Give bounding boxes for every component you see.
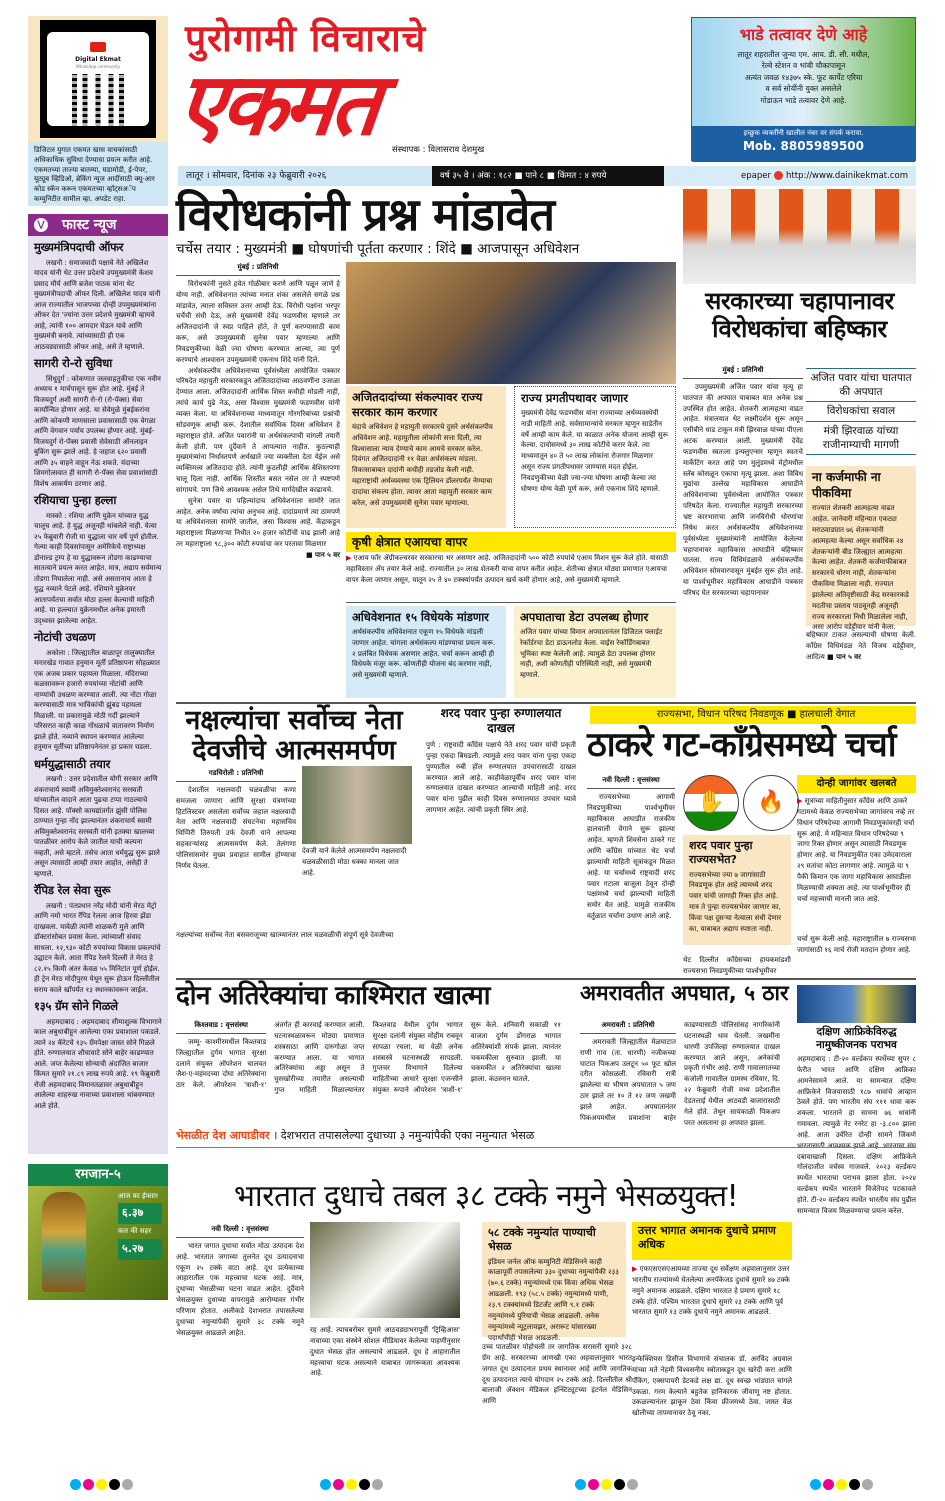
fast-news-item[interactable] — [28, 879, 168, 995]
sehri-time: ५.२७ — [118, 1239, 162, 1260]
side-body: सूत्रांच्या माहितीनुसार काँग्रेस आणि ठाकरे गटामध्ये केवळ राज्यसभेच्या जागांवरच नव्हे तर विधान परिषदेच्या आगामी निवडणुकांवरही चर्चा सुरू आहे. मे महिन्यात विधान परिषदेच्या ९ जागा रिक्त होणार असून त्यासाठी निवडणूक होणार आहे. या निवडणुकीत एका उमेदवाराला २९ मतांचा कोटा लागणार आहे. त्यामुळे या ९ पैकी किमान एक जागा महाविकास आघाडीला मिळण्याची शक्यता आहे. त्या पार्श्वभूमीवर ही चर्चा महत्त्वाची मानली जात आहे. — [797, 797, 915, 903]
ad-line: गोडाऊन भाडे तत्वावर देणे आहे. — [760, 96, 847, 106]
masthead-logo[interactable]: एकमत — [172, 55, 382, 155]
torch-icon: 🔥 — [743, 775, 799, 831]
fast-news-item-title: धर्मयुद्धासाठी तयार — [34, 756, 111, 771]
party-logos — [683, 775, 807, 833]
amravati-body — [580, 1020, 780, 1128]
fast-news-item[interactable] — [28, 236, 168, 352]
congress-byline: नवी दिल्ली : वृत्तसंस्था — [587, 775, 675, 789]
congress-headline[interactable]: ठाकरे गट-काँग्रेसमध्ये चर्चा — [587, 725, 896, 765]
milk-byline: नवी दिल्ली : वृत्तसंस्था — [176, 1224, 304, 1238]
naxal-headline[interactable]: नक्षल्यांचा सर्वोच्च नेता देवजीचे आत्मसमर्पण — [185, 705, 403, 767]
issue-info: वर्ष ३५ वे । अंक : १८२ ■ पाने ८ ■ किंमत : ४ रुपये — [432, 166, 664, 186]
fast-news-item-title: १३५ ग्रॅम सोने गिळले — [34, 999, 118, 1014]
box-text: अजित पवार यांच्या विमान अपघातानंतर डिजिटल फ्लाईट रेकॉर्डरचा डेटा डाऊनलोड केला. वाईस रेकॉर्डिंगबाबत भूमिका स्पष्ट केलेली आहे. त्यामुळे डेटा उपलब्ध होणार नाही, अशी कोणतीही परिस्थिती नाही, असे मुख्यमंत्री म्हणाले. — [520, 627, 663, 680]
side-tail: चर्चा सुरू केली आहे. महाराष्ट्रातील ७ राज्यसभा जागांसाठी १६ मार्च रोजी मतदान होणार आहे. — [797, 935, 916, 954]
congress-box-tail: थेट दिल्लीत काँग्रेसच्या हायकमांडशी राज्यसभा निवडणुकीच्या पार्श्वभूमीवर — [683, 956, 791, 975]
epaper-label: epaper — [741, 171, 772, 181]
kicker-separator: । — [273, 1129, 278, 1142]
milk-water-box — [482, 1222, 626, 1342]
lead-body — [176, 262, 340, 561]
side-text — [797, 796, 916, 904]
fast-news-item-title: नोटांची उधळण — [34, 630, 96, 645]
fast-news-item[interactable] — [28, 626, 168, 753]
dateline: लातूर । सोमवार, दिनांक २३ फेब्रुवारी २०२६ — [178, 166, 500, 186]
naxal-text-2: नक्षल्यांच्या सर्वोच्च नेता बसवराजूच्या खात्म्यानंतर लाल चळवळीची संपूर्ण सूत्रे देवजीच्या — [176, 931, 394, 939]
epaper-url[interactable]: http://www.dainikekmat.com — [786, 171, 908, 181]
congress-hand-icon: ✋ — [683, 775, 739, 831]
fast-news-item-title: रॅपिड रेल सेवा सुरू — [34, 883, 111, 898]
sharad-text: पुणे : राष्ट्रवादी काँग्रेस पक्षाचे नेते शरद पवार यांची प्रकृती पुन्हा एकदा बिघडली. त्यामुळे शरद पवार यांना पुन्हा एकदा पुण्यातील रुबी हॉल रुग्णालयात उपचारासाठी दाखल करण्यात आले आहे. काहीवेळापूर्वीच शरद पवार यांना रुग्णालयात दाखल करण्यात आल्याची माहिती आहे. शरद पवार यांना पुढील काही दिवस रुग्णालयात उपचार घ्यावे लागणार आहेत. त्यांची प्रकृती स्थिर आहे. — [426, 741, 576, 815]
lead-byline: मुंबई : प्रतिनिधी — [176, 262, 340, 276]
boycott-continued[interactable]: ■ पान ५ वर — [827, 652, 862, 661]
registration-marks — [320, 1479, 383, 1490]
kashmir-headline[interactable]: दोन अतिरेक्यांचा काश्मिरात खात्मा — [176, 981, 490, 1011]
amravati-headline[interactable]: अमरावतीत अपघात, ५ ठार — [580, 981, 789, 1005]
ad-mobile[interactable]: Mob. 8805989500 — [742, 139, 864, 154]
side-title: दोन्ही जागांवर खलबते — [797, 775, 916, 793]
qr-promo — [28, 16, 168, 142]
boycott-body — [683, 365, 803, 599]
boycott-tail-text: बहिष्कार टाकत असल्याची घोषणा केली. काँग्रेस विधिमंडळ नेते विजय वडेट्टीवार, आदित्य — [806, 631, 916, 661]
milk-kicker — [176, 1129, 916, 1148]
amravati-text: अमरावती जिल्ह्यातील मेळघाटात राणी गाव (ता. धारणी) नजीकच्या घाटात पिकअप उलटून ५० फूट खोल दरीत कोसळली. रविवारी रात्री झालेल्या या भीषण अपघातात ५ जण ठार झाले तर १० ते १२ जण जखमी झाले आहेत. अपघातानंतर पिकअपमधील प्रवाशांना बाहेर काढण्यासाठी पोलिसांसह नागरिकांनी घटनास्थळी धाव घेतली. जखमींना धारणी उपजिल्हा रुग्णालयात दाखल करण्यात आले असून, अनेकांची प्रकृती गंभीर आहे. राणी गावालगतच्या कंजोली गावातील ग्रामस्थ रविवार, दि. २२ फेब्रुवारी रोजी मध्य प्रदेशातील देडतलाई येथील आठवडी बाजारासाठी गेले होते. तेथून सायंकाळी पिकअप परत असताना हा अपघात झाला. — [580, 1021, 780, 1127]
ad-title: भाडे तत्वावर देणे आहे — [739, 25, 868, 44]
lead-box-shinde — [514, 386, 676, 528]
registration-marks — [810, 1479, 873, 1490]
lead-headline[interactable]: विरोधकांनी प्रश्न मांडावेत — [176, 188, 554, 241]
ekmat-mini-logo — [90, 42, 106, 52]
fast-news-panel — [28, 214, 168, 1154]
kicker-text: देशभरात तपासलेल्या दुधाच्या ३ नमुन्यांपैकी एका नमुन्यात भेसळ — [280, 1129, 535, 1142]
box-text: इंडियन जर्नल ऑफ कम्युनिटी मेडिसिनने काही काळापूर्वी तपासलेल्या ३३० दुधाच्या नमुन्यांपैकी २३३ (७०.६ टक्के) नमुन्यांमध्ये एक किंवा अधिक भेसळ आढळली. १९३ (५८.५ टक्के) नमुन्यांमध्ये पाणी, २३.९ टक्क्यांमध्ये डिटर्जंट आणि ९.१ टक्के नमुन्यांमध्ये युरियाची भेसळ आढळली. अनेक नमुन्यांमध्ये न्यूट्रलायझर, अरारूट यांसारख्या पदार्थांचीही भेसळ आढळली. — [488, 1257, 619, 1342]
milk-body — [176, 1224, 304, 1338]
fast-news-item[interactable] — [28, 995, 168, 1111]
boycott-headline[interactable]: सरकारच्या चहापानावर विरोधकांचा बहिष्कार — [705, 287, 894, 343]
promo-text: डिजिटल युगात एकमत खास वाचकांसाठी अधिकाधिक सुविधा देण्याचा प्रयत्न करीत आहे. एकमतच्या ताज्या बातम्या, घडामोडी, ई-पेपर, यूट्यूब व्हिडिओ, ब्रेकिंग न्यूज आदींसाठी क्यू-आर कोड स्कॅन करून एकमतच्या व्हॉट्सअॅप कम्युनिटीत सामील व्हा. अपडेट राहा. — [28, 142, 168, 206]
box-text: अर्थसंकल्पीय अधिवेशनात एकूण १५ विधेयके मांडली जाणार आहेत. चांगला अर्थसंकल्प मांडण्याचा प्रयत्न करू. २ प्रलंबित विधेयक असणार आहेत. चर्चा करून आम्ही ही विधेयके मंजूर करू. कोणतीही योजना बंद करणार नाही, असे मुख्यमंत्री म्हणाले. — [352, 627, 496, 680]
naxal-caption: देवजी याने केलेले आत्मसमर्पण नक्षलवादी चळवळीसाठी मोठा धक्का मानला जात आहे. — [302, 847, 407, 877]
lead-box-sunetra — [346, 386, 506, 528]
registration-marks — [70, 1479, 133, 1490]
lead-continued[interactable]: ■ पान ५ वर — [306, 550, 340, 559]
press-conference-photo — [683, 189, 916, 284]
masthead-tagline: पुरोगामी विचाराचे — [185, 17, 427, 60]
fast-news-header — [28, 214, 168, 236]
arrow-right-icon: ▶ — [797, 797, 805, 805]
box-text: राज्यसभेच्या ज्या ७ जागांसाठी निवडणूक होत आहे त्यामध्ये शरद पवार यांची जागाही रिक्त होत आहे. मात्र ते पुन्हा राज्यसभेवर जाणार का, किंवा पक्ष दुसऱ्या नेत्याला संधी देणार का, याबाबत अद्याप स्पष्टता नाही. — [689, 870, 782, 933]
boycott-tail — [806, 630, 916, 663]
lead-box-bills — [346, 606, 506, 698]
boycott-text: उपमुख्यमंत्री अजित पवार यांचा मृत्यू हा घातपात की अपघात याबाबत यात अनेक प्रश्न उपस्थित होत आहेत. शेतकरी आत्महत्या वाढत आहेत. मंत्रालयात थेट लक्ष्मीदर्शन सुरू असून एसीबीने धाड टाकून मंत्री झिरवाळ यांच्या पीएला अटक करण्यात आली. मुख्यमंत्री देवेंद्र फडणवीस स्वतःला इन्फ्लुएन्सर म्हणून स्वतःचे मार्केटिंग करत आहे पण मुलुंडमध्ये मेट्रोमधील स्लॅब कोसळून एकाचा मृत्यू झाला. अशा विविध मुद्यांचा उल्लेख महाविकास आघाडीने अधिवेशनाच्या पूर्वसंध्येला आयोजित पत्रकार परिषदेत केला. राज्यातील महायुती सरकारच्या भ्रष्ट कारभाराचा आणि जनविरोधी धोरणांचा निषेध करत अर्थसंकल्पीय अधिवेशनाच्या पूर्वसंध्येला मुख्यमंत्र्यांनी आयोजित केलेल्या चहापानावर महाविकास आघाडीने बहिष्कार घातला. राज्य विधिमंडळाचे अर्थसंकल्पीय अधिवेशन सोमवारपासून मुंबईत सुरू होत आहे. या पार्श्वभूमीवर महाविकास आघाडीने पत्रकार परिषद घेत सरकारच्या चहापानावर — [683, 382, 803, 597]
amravati-byline: अमरावती : प्रतिनिधी — [580, 1020, 676, 1034]
fast-news-title: फास्ट न्यूज — [62, 216, 117, 233]
congress-topic-bar: राज्यसभा, विधान परिषद निवडणूक ■ हालचाली वेगात — [590, 706, 916, 724]
milk-photo — [310, 1222, 460, 1318]
milk-text-3: उच्च पातळीवर पोहोचली तर जागतिक सरासरी सुमारे ३२८ ग्रॅम आहे. सरकारच्या आणखी एका अहवालानुसार भारत जगात दूध उत्पादनात प्रथम स्थानावर आहे आणि जागतिक दूध उत्पादनात त्याचे योगदान २५ टक्के आहे. दिल्लीतील श्री बालाजी ॲक्शन मेडिकल इन्स्टिट्यूटच्या इंटर्नल मेडिसिन आणि — [482, 1343, 632, 1406]
fast-news-item-text: अहमदाबाद : अहमदाबाद सीमाशुल्क विभागाने काल अबुधाबीहून आलेल्या एका प्रवाशाला पकडले. त्याने २४ कॅरेटचे १३५ ग्रॅमपेक्षा जास्त सोने गिळले होते. रुग्णालयात शौचावाटे सोने बाहेर काढण्यात आले. जप्त केलेल्या सोन्याची अंदाजित बाजार किंमत सुमारे २१.८९ लाख रुपये आहे. १९ फेब्रुवारी रोजी अहमदाबाद विमानतळावर अबुधाबीहून आलेल्या शाहरुख नावाच्या प्रवाशाला थांबवण्यात आले होते. — [34, 1017, 162, 1110]
classified-ad[interactable] — [691, 17, 916, 161]
fast-news-item-title: रशियाचा पुन्हा हल्ला — [34, 493, 117, 508]
registration-marks — [575, 1479, 638, 1490]
boycott-highlights — [806, 368, 916, 455]
ai-agri-text — [346, 553, 676, 586]
lead-photo — [346, 262, 676, 384]
arrow-right-icon: ▶ — [632, 1265, 640, 1273]
ad-line: रेल्वे स्टेशन व भांबी चौकापासून — [761, 61, 846, 71]
ad-contact: इच्छुक व्यक्तींनी खालील नंबर वर संपर्क करावा. — [743, 129, 864, 137]
cricket-photo — [797, 985, 916, 1023]
kashmir-body — [176, 1020, 561, 1096]
lead-paragraph: सुनेत्रा पवार या पहिल्यांदाच अधिवेशनाला सामोरे जात आहेत. अनेक वर्षांचा त्यांचा अनुभव आहे. दादांप्रमाणे त्या ठामपणे या अधिवेशनाला सामोरे जातील, असा विश्वास आहे. केंद्राकडून महाराष्ट्राला मिळणाऱ्या निधीत २० हजार कोटींची वाढ झाली आहे तर महाराष्ट्राला ९८,३०० कोटी रुपयांचा कर परतावा मिळणार — [176, 496, 340, 549]
box-title: अजितदादांच्या संकल्पावर राज्य सरकार काम करणार — [352, 390, 483, 419]
naxal-body — [176, 768, 296, 872]
ai-agri-body: एआय फॉर ॲग्रीकल्चरवर सरकारचा भर असणार आहे. अजितदादांनी ५०० कोटी रुपयांचे एआय मिशन सुरू केले होते. यासाठी महाविस्तार ॲप तयार केले आहे. राज्यातील ३० लाख शेतकरी याचा वापर करीत आहेत. शेतीच्या क्षेत्रात मोठ्या प्रमाणात एआयचा वापर केला जाणार असून, यातून २५ ते ४० टक्क्यांपर्यंत उत्पादन खर्च कमी होणार आहे, असे मुख्यमंत्री म्हणाले. — [346, 554, 669, 584]
sharad-headline[interactable]: शरद पवार पुन्हा रुग्णालयात दाखल — [440, 706, 562, 735]
founder-line: संस्थापक : विलासराव देशमुख — [392, 145, 485, 155]
fast-news-item-title: सागरी रो-रो सुविधा — [34, 356, 113, 371]
lead-paragraph: विरोधकांनी नुसते हवेत गोळीबार करणे आणि पळून जाणे हे योग्य नाही. अधिवेशनात त्यांच्या मनात शंका असलेले सगळे प्रश्न मांडावेत, त्याला सविस्तर उत्तर आम्ही देऊ. विरोधी पक्षांना भरपूर चर्चेची संधी देऊ, असे मुख्यमंत्री देवेंद्र फडणवीस म्हणाले तर अजितदादांनी जे स्वप्न पाहिले होते, ते पूर्ण करण्यासाठी काम करू, असे उपमुख्यमंत्री सुनेत्रा पवार म्हणाल्या आणि निवडणुकीच्या वेळी ज्या घोषणा करण्यात आल्या, त्या पूर्ण करण्याचे आश्वासन उपमुख्यमंत्री एकनाथ शिंदे यांनी दिले. — [176, 279, 340, 364]
qr-code-icon[interactable] — [72, 74, 124, 126]
cricket-text: अहमदाबाद : टी-२० वर्ल्डकप स्पर्धेच्या सुपर ८ फेरीत भारत आणि दक्षिण आफ्रिका आमनेसामने आले. या सामन्यात दक्षिण आफ्रिकेने विजयासाठी १८७ धावांचे आव्हान ठेवले होते. पण भारतीय संघ १११ धावा करू शकला. भारताने हा सामना ७६ धावांनी गमावला. त्यामुळे नेट रनरेट हा -३.८०० झाला आहे. आता उर्वरित दोन्ही सामने जिंकणे भारतासाठी आवश्यक झाले आहे. भारताचा संघ दबावाखाली दिसला. दक्षिण आफ्रिकेने गोलंदाजीत वर्चस्व गाजवले. २०२३ वर्ल्डकप स्पर्धेत भारताचा पराभव झाला होता. २०२४ वर्ल्डकप स्पर्धेत भारताने विजेतेपद पटकावले होते. टी-२० वर्ल्डकप स्पर्धेत भारतीय संघ पुढील सामन्यात विजय मिळवण्याचा प्रयत्न करेल. — [797, 1055, 916, 1215]
fast-news-item[interactable] — [28, 352, 168, 489]
box-text: राज्यात शेतकरी आत्महत्या वाढत आहेत. जानेवारी महिन्यात एकट्या मराठवाड्यात ७६ शेतकऱ्यांनी आत्महत्या केल्या असून सर्वाधिक २४ शेतकऱ्यांनी बीड जिल्ह्यात आत्महत्या केल्या आहेत. शेतकरी कर्जमाफीबाबत सरकारचे धोरण नाही, शेतकऱ्यांना पीकविमा मिळाला नाही. राज्यात झालेल्या अतिवृष्टीसाठी केंद्र सरकारकडे मदतीचा प्रस्ताव पाठवूनही अजूनही राज्य सरकारला निधी मिळालेला नाही, असा आरोप वडेट्टीवार यांनी केला. — [812, 504, 909, 632]
milk-north-text — [632, 1264, 792, 1318]
fast-news-item[interactable] — [28, 753, 168, 880]
highlight-item: विरोधकांचा सवाल — [806, 402, 916, 421]
ramzan-title: रमजान-५ — [28, 1164, 168, 1186]
fast-news-item-text: लखनौ : पंतप्रधान नरेंद्र मोदी यांनी मेरठ मेट्रो आणि नमो भारत रॅपिड रेलला आज हिरवा झेंडा दाखवला. यावेळी त्यांनी शाळकरी मुले आणि डॉक्टरांसोबत प्रवास केला. त्यांच्याशी संवाद साधला. १२,९३० कोटी रुपयांच्या विकास प्रकल्पांचे उद्घाटन केले. आता रॅपिड रेलने दिल्ली ते मेरठ हे ८२.१५ किमी अंतर केवळ ५५ मिनिटांत पूर्ण होईल. ही ट्रेन मेरठ मोदीपुरम येथून सुरू होऊन दिल्लीतील सराय काले खाँपर्यंत १३ स्थानकांवरून जाईल. — [34, 901, 161, 994]
epaper-link[interactable] — [664, 166, 916, 186]
fast-news-item[interactable] — [28, 489, 168, 626]
naxal-byline: गडचिरोली : प्रतिनिधी — [176, 768, 296, 782]
arrow-right-icon: ▶ — [346, 554, 354, 562]
fast-news-item-text: लखनौ : उत्तर प्रदेशातील योगी सरकार आणि शंकराचार्य स्वामी अविमुक्तेश्वरानंद सरस्वती यांच्यातील वादाने आता पुढचा टप्पा गाठल्याचे दिसत आहे. पॉक्सो कायद्यांतर्गत झुंसी पोलिस ठाण्यात गुन्हा नोंद झाल्यानंतर शंकराचार्य स्वामी अविमुक्तेश्वरानंद सरस्वती यांनी इतक्या खालच्या पातळीवर आरोप केले जातील याची कल्पना नव्हती, असे म्हटले. तसेच आता धर्मयुद्ध सुरू झाले असून त्यासाठी आम्ही तयार आहोत, असेही ते म्हणाले. — [34, 775, 160, 878]
highlight-item: मंत्री झिरवाळ यांच्या राजीनाम्याची मागणी — [806, 422, 916, 455]
ad-line: व सर्व सोयींनी युक्त असलेले — [765, 84, 842, 94]
congress-body — [587, 775, 675, 922]
left-column — [28, 16, 168, 1300]
ad-line: अत्यंत जवळ १४३७५ स्के. फूट कार्पेट एरिया — [744, 72, 863, 82]
box-title: ५८ टक्के नमुन्यांत पाण्याची भेसळ — [488, 1226, 596, 1254]
ai-agri-title: कृषी क्षेत्रात एआयचा वापर — [346, 532, 676, 552]
fast-news-item-text: मास्को : रशिया आणि युक्रेन यांच्यात युद्ध चालूच आहे. हे युद्ध अजूनही थांबलेले नाही. येत्या २५ फेब्रुवारी रोजी या युद्धाला चार वर्षे पूर्ण होतील. गेल्या काही दिवसांपासून अमेरिकेचे राष्ट्राध्यक्ष डोनाल्ड ट्रम्प हे या युद्धावरून तोडगा काढण्याचा सातत्याने प्रयत्न करत आहेत. मात्र, अद्याप सर्वमान्य तोडगा निघालेला नाही. असे असतानाच आता हे युद्ध नव्याने पेटले आहे. रशियाने युक्रेनवर आतापर्यंतचा सर्वात मोठा हल्ला केल्याची माहिती आहे. या हल्ल्यात युक्रेनमधील अनेक इमारती उद्ध्वस्त झालेल्या आहेत. — [34, 511, 162, 625]
lead-paragraph: अर्थसंकल्पीय अधिवेशनाच्या पूर्वसंध्येला आयोजित पत्रकार परिषदेत महायुती सरकारकडून अजितदादांच्या आठवणींना उजाळा देण्यात आला. अजितदादांनी आर्थिक शिस्त कधीही मोडली नाही, त्यांचे कार्य पुढे नेऊ, असा विश्वास मुख्यमंत्री फडणवीस यांनी व्यक्त केला. या अधिवेशनाच्या माध्यमातून गोरगरिबांच्या प्रश्नांची सोडवणूक आम्ही करू. देशातील सर्वाधिक दिवस अधिवेशन हे महाराष्ट्रात होते. अजित पवारांनी या अर्थसंकल्पाची चांगली तयारी केली होती. पण दुर्दैवाने ते आपल्यात नाहीत. कुठल्याही मुख्यमंत्र्यांना निर्धास्तपणे अर्थखाते ज्या व्यक्तीला देता येईल असे व्यक्तिमत्त्व अजितदादा होते. त्यांनी कुठलीही आर्थिक बेशिस्तपणा चालू दिला नाही. आर्थिक शिस्तीत बसत नसेल तर ते स्पष्टपणे सांगायचे. पण जिथे आवश्यक असेल तिथे मार्गदेखील काढायचे. — [176, 366, 340, 494]
lead-subhead: चर्चेस तयार : मुख्यमंत्री ■ घोषणांची पूर्तता करणार : शिंदे ■ आजपासून अधिवेशन — [176, 241, 580, 257]
ramzan-box — [28, 1164, 168, 1300]
kashmir-byline: किश्तवाड : वृत्तसंस्था — [176, 1020, 266, 1034]
kashmir-text: जम्मू- काश्मीरमधील किश्तवाड जिल्ह्यातील दुर्गम भागात सुरक्षा दलाने संयुक्त ऑपरेशन चालवत जैश-ए-महंमदच्या दोघा अतिरेक्यांना ठार केले. ऑपरेशन 'त्राशी-१' अंतर्गत ही कारवाई करण्यात आली. घटनास्थळावरून मोठ्या प्रमाणात शस्त्रसाठा आणि दारुगोळा जप्त करण्यात आला. या भागात अतिरेक्यांचा अड्डा असून ते घुसखोरीच्या तयारीत असल्याची गुप्त माहिती मिळाल्यानंतर किश्तवाड येथील दुर्गम भागात सुरक्षा दलांनी संयुक्त मोहीम राबवून सापळा रचला. या वेळी अनेक शस्त्रास्त्रे घटनास्थळी सापडली. गुप्तचर विभागाने दिलेल्या माहितीच्या आधारे सुरक्षा एजन्सीने संयुक्त रूपाने ऑपरेशन 'त्राशी-१' सुरू केले. शनिवारी सकाळी ११ वाजता दुर्गम डोंगराळ भागात अतिरेक्यांशी संपर्क झाला. त्यानंतर चकमकीला सुरुवात झाली. या चकमकीत २ अतिरेक्यांचा खात्मा झाला. कंठस्नान घातले. — [176, 1021, 561, 1095]
box-text: यंदाचे अधिवेशन हे महायुती सरकारचे दुसरे अर्थसंकल्पीय अधिवेशन आहे. महायुतीला लोकांनी सत्ता दिली, त्या विश्वासाला न्याय देण्याचे काम आमचे सरकार करेल. दिवंगत अजितदादांनी ११ वेळा अर्थसंकल्प मांडला. विकासाबाबत दादांनी कधीही तडजोड केली नाही. महाराष्ट्राची अर्थव्यवस्था एक ट्रिलियन डॉलरपर्यंत नेण्याचा दादांचा संकल्प होता. त्यावर आता महायुती सरकार काम करेल, असे उपमुख्यमंत्री सुनेत्रा पवार म्हणाल्या. — [352, 422, 493, 507]
boycott-byline: मुंबई : प्रतिनिधी — [683, 365, 803, 379]
milk-text-4: इन्फेक्शियस डिसीज विभागाचे संचालक डॉ. अरविंद अग्रवाल यांच्या मते नेहमी विश्वसनीय स्त्रोताकडून दूध खरेदी करा आणि पॅकिंग, एक्सपायरी डेटकडे लक्ष द्या. दूध स्वच्छ भांड्यात चांगले उकळा. गरम केल्याने बहुतेक हानिकारक जीवाणू नष्ट होतात. उकळल्यानंतर झाकून ठेवा किंवा फ्रीजमध्ये ठेवा. जास्त वेळ खोलीच्या तापमानावर ठेवू नका. — [632, 1355, 792, 1418]
cricket-headline[interactable]: दक्षिण आफ्रिकेविरुद्ध नामुष्कीजनक पराभव — [816, 1026, 897, 1052]
milk-headline[interactable]: भारतात दुधाचे तबल ३८ टक्के नमुने भेसळयुक्त! — [233, 1179, 739, 1214]
lead-box-data — [514, 606, 676, 698]
sehri-label: कल की सहर — [118, 1227, 152, 1236]
chevron-down-icon: ⋁ — [34, 218, 48, 232]
box-title: अधिवेशनात १५ विधेयके मांडणार — [352, 610, 489, 624]
box-title: राज्य प्रगतीपथावर जाणार — [521, 391, 628, 405]
naxal-photo — [302, 766, 412, 844]
box-text: मुख्यमंत्री देवेंद्र फडणवीस यांना राज्याच्या अर्थव्यवस्थेची नाडी माहिती आहे. सर्वसामान्यांचे सरकार म्हणून साडेतीन वर्षे आम्ही काम केले. या काळात अनेक योजना आम्ही सुरू केल्या. दावोसमध्ये ३० लाख कोटींचे करार केले. त्या माध्यमातून ४० ते ५० लाख लोकांना रोजगार मिळणार असून राज्य प्रगतीपथावर जाण्यास मदत होईल. निवडणुकीच्या वेळी ज्या-ज्या घोषणा आम्ही केल्या त्या घोषणा योग्य वेळी पूर्ण करू, असे एकनाथ शिंदे म्हणाले. — [521, 408, 669, 493]
milk-north-title: उत्तर भागात अमानक दुधाचे प्रमाण अधिक — [632, 1222, 792, 1260]
naxal-text: देशातील नक्षलवादी चळवळीचा कणा समजला जाणारा आणि सुरक्षा यंत्रणांच्या हिटलिस्टवर असलेला सर्वोच्च जहाल नक्षलवादी नेता आणि नक्षलवादी संघटनेचा महासचिव थिप्पिरी तिरुपती उर्फ देवजी याने आपल्या सहकाऱ्यांसह आत्मसमर्पण केले. तेलंगणा पोलिसांसमोर मुख्य प्रवाहात सामील होण्याचा निर्णय घेतला. — [176, 785, 296, 870]
congress-text: राज्यसभेच्या आगामी निवडणुकीच्या पार्श्वभूमीवर महाविकास आघाडीत राजकीय हालचाली वेगाने सुरू झाल्या आहेत. म्हणजे शिवसेना ठाकरे गट आणि काँग्रेस यांच्यात थेट चर्चा झाल्याची माहिती सूत्रांकडून मिळत आहे. या चर्चामध्ये राष्ट्रवादी शरद पवार गटाला बाजूला ठेवून दोन्ही पक्षांमध्ये चर्चा झाल्याची माहिती समोर येत आहे. यामुळे राजकीय वर्तुळात चर्चांना उधाण आले आहे. — [587, 792, 675, 921]
ad-line: लातूर शहरातील जुन्या एम. आय. डी. सी. मधील, — [737, 49, 870, 59]
fast-news-item-text: सिंधुदुर्ग : कोकणात जलवाहतुकीचा एक नवीन अध्याय १ मार्चपासून सुरू होत आहे. मुंबई ते विजयदुर्ग अशी सागरी रो-रो (रो-पॅक्स) सेवा कार्यान्वित होणार आहे. या सेवेमुळे मुंबईकरांना आणि कोकणी माणसाला प्रवासासाठी एक वेगळा आणि वेगवान पर्याय उपलब्ध होणार आहे. मुंबई-विजयदुर्ग रो-पॅक्स प्रवासी सेवेसाठी ऑनलाइन बुकिंग सुरू झाले आहे. हे जहाज ६२० प्रवासी आणि ३५ वाहने वाहून नेऊ शकते. यंदाच्या शिमगोत्सवात ही सागरी रो-पॅक्स सेवा प्रवाशांसाठी विशेष आकर्षण ठरणार आहे. — [34, 374, 161, 488]
lantern-icon — [42, 1192, 86, 1292]
fast-news-item-text: अकोला : जिल्ह्यातील बाळापूर तालुक्यातील मनारखेड गावात हनुमान मूर्ती प्रतिष्ठापना सोहळ्यात एक अजब प्रकार पहायला मिळाला. मंदिराच्या कळसावरून हजारो रुपयांच्या नोटांची आणि नाण्यांची उधळण करण्यात आली. त्या नोटा गोळा करण्यासाठी मात्र भाविकांची झुंबड पहायला मिळाली. या प्रकारामुळे मोठी गर्दी झाल्याने परिसरात काही काळ गोंधळाचे वातावरण निर्माण झाले होते. नव्याने स्थापन करण्यात आलेल्या हनुमान मूर्तीच्या प्रतिष्ठापनेनंतर हा प्रकार घडला. — [34, 648, 160, 752]
box-title: ना कर्जमाफी ना पीकविमा — [812, 470, 881, 500]
highlight-item: अजित पवार यांचा घातपात की अपघात — [806, 368, 916, 402]
box-title: अपघाताचा डेटा उपलब्ध होणार — [520, 610, 649, 624]
fast-news-item-title: मुख्यमंत्रिपदाची ऑफर — [34, 240, 124, 254]
iftar-label: आज का ईफ्तार — [118, 1192, 158, 1200]
kicker-red: भेसळीत देश आघाडीवर — [176, 1129, 270, 1142]
farmer-box — [806, 466, 916, 632]
box-title: शरद पवार पुन्हा राज्यसभेत? — [689, 839, 753, 867]
milk-text: भारत जगात दुधाचा सर्वात मोठा उत्पादक देश आहे. भारतात जगाच्या तुलनेत दूध उत्पादनाचा एकूण २५ टक्के वाटा आहे. दूध प्रत्येकाच्या आहारातील एक महत्त्वाचा घटक आहे. मात्र, दुधाच्या भेसळीच्या घटना वाढत आहेत. दुर्दैवाने भेसळयुक्त दुधाच्या वापरामुळे आरोग्यावर गंभीर परिणाम होतात. अलीकडे देशभरात तपासलेल्या दुधाच्या नमुन्यांपैकी सुमारे ३८ टक्के नमुने भेसळयुक्त आढळले आहेत. — [176, 1241, 304, 1337]
milk-north-body: एफएसएसएआयच्या ताज्या दूध सर्वेक्षण अहवालानुसार उत्तर भारतीय राज्यांमध्ये घेतलेल्या अनपॅकेजड दुधाचे सुमारे ४७ टक्के नमुने अमानक आढळले. दक्षिण भारतात हे प्रमाण सुमारे १८ टक्के होते. पश्चिम भारतात दुधाचे सुमारे २३ टक्के आणि पूर्व भारतात सुमारे १३ टक्के दुधाचे नमुने अमानक आढळले. — [632, 1265, 790, 1317]
qr-subtitle: WhatsApp community — [75, 64, 121, 70]
search-icon — [774, 171, 783, 180]
iftar-time: ६.३७ — [118, 1203, 162, 1224]
sharad-rajyasabha-box — [683, 835, 791, 945]
milk-text-2: रह आहे. त्याचबरोबर सुमारे आठवड्याभरापूर्वी 'ट्रिव्हिआस' नावाच्या एका संस्थेने सोशल मीडियावर केलेल्या पाहणीनुसार दुधात भेसळ होत असल्याचे आढळले. दूध हे आहारातील महत्त्वाचा घटक असल्याने याबाबत जागरूकता आवश्यक आहे. — [310, 1326, 460, 1378]
qr-title: Digital Ekmat — [75, 56, 121, 63]
fast-news-item-text: लखनौ : समाजवादी पक्षाचे नेते अखिलेश यादव यांनी थेट उत्तर प्रदेशचे उपमुख्यमंत्री केशव प्रसाद मौर्य आणि ब्रजेश पाठक यांना थेट मुख्यमंत्रीपदाची ऑफर दिली. अखिलेश यादव यांनी आज राज्यातील भाजपच्या दोन्ही उपमुख्यमंत्र्यांना ऑफर देत 'ज्यांना उत्तर प्रदेशचे मुख्यमंत्री व्हायचे आहे, त्यांनी १०० आमदार घेऊन यावे आणि मुख्यमंत्री बनावे. त्यांच्यासाठी ही एक आठवड्यासाठी ऑफर आहे, असे ते म्हणाले. — [34, 258, 161, 351]
